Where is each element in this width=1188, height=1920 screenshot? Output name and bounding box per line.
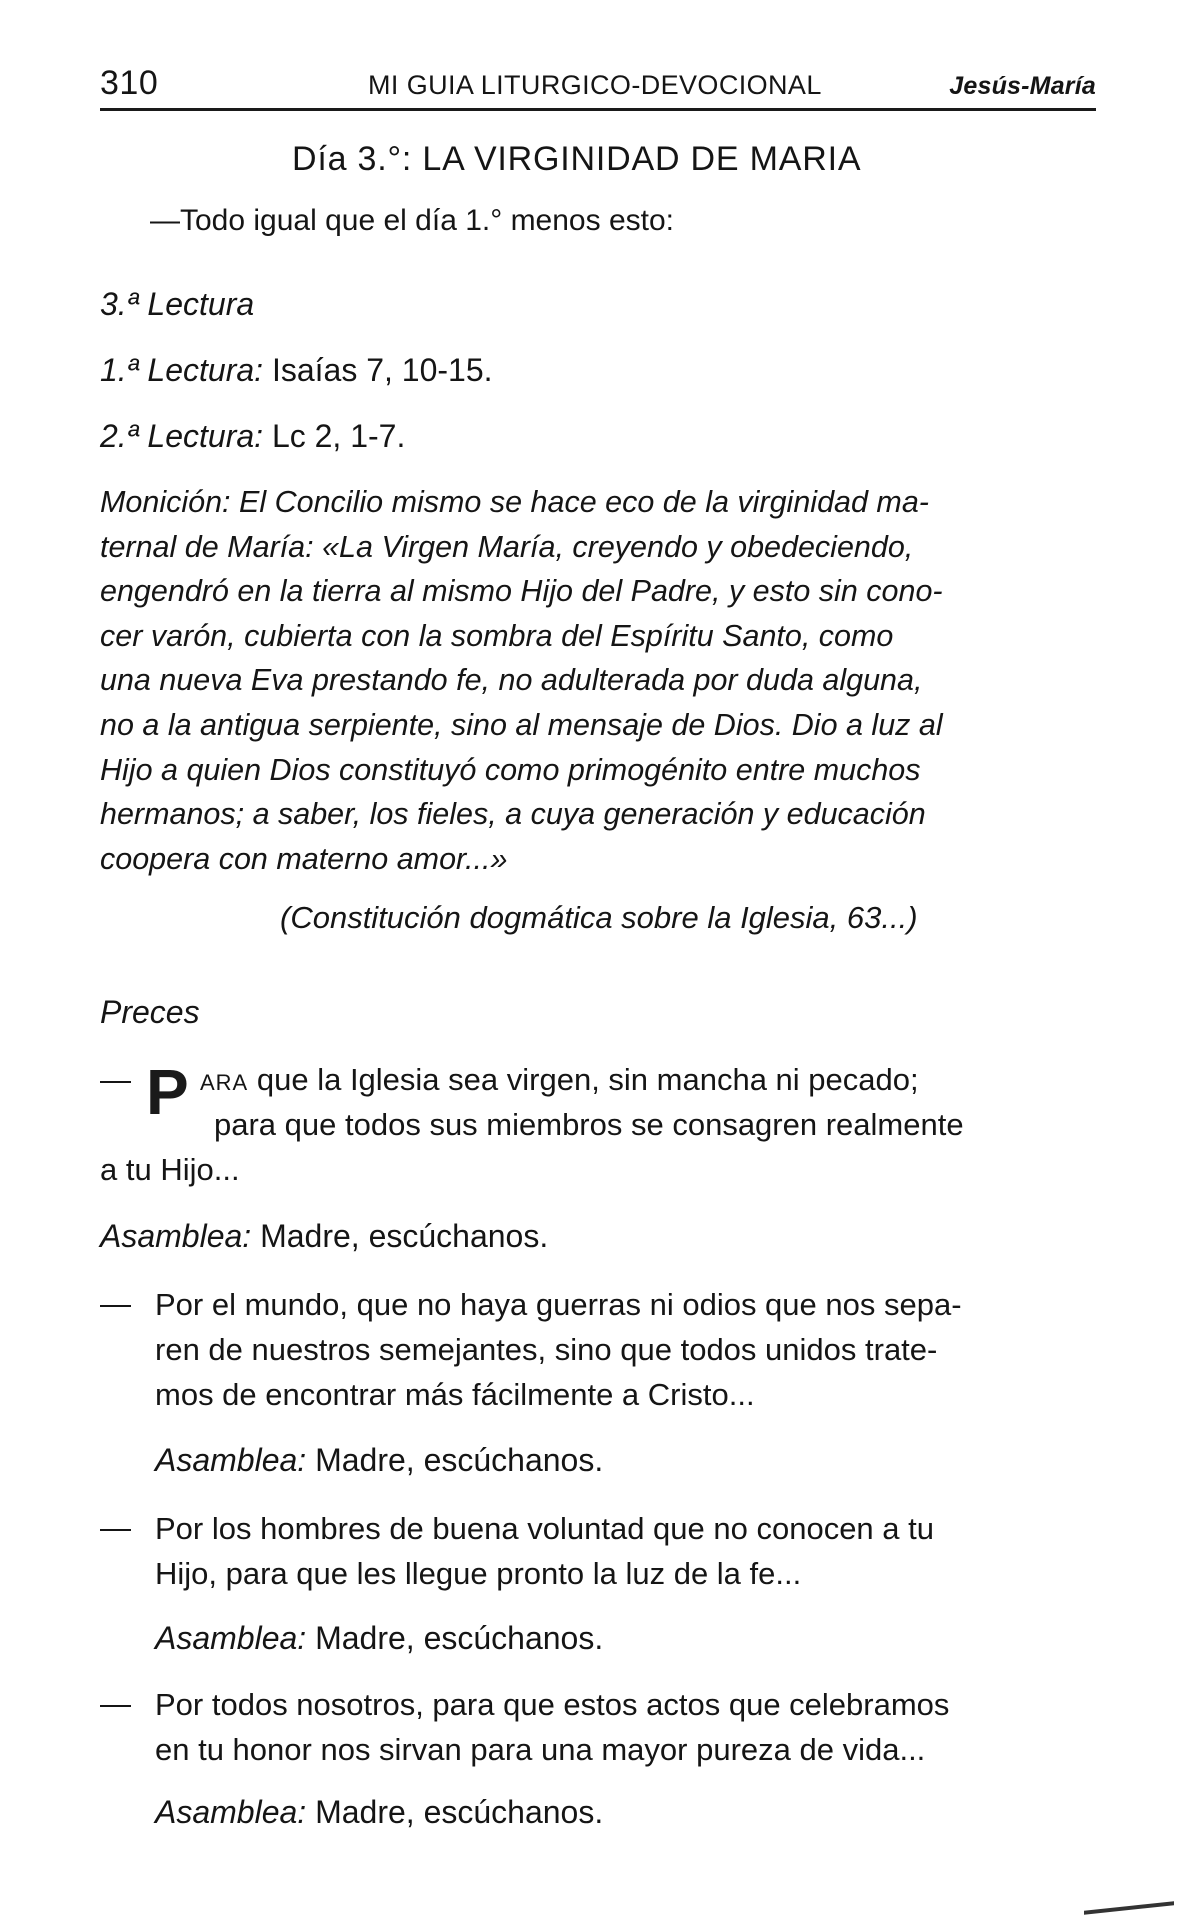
monicion-line: una nueva Eva prestando fe, no adulterada por duda alguna,	[100, 663, 923, 698]
response-label: Asamblea:	[155, 1794, 307, 1830]
reading-2	[100, 418, 405, 455]
page-header	[100, 62, 1096, 111]
book-page	[100, 0, 1096, 1920]
prayer-1-line-1	[200, 1062, 919, 1098]
reading-1-ref: Isaías 7, 10-15.	[263, 352, 493, 388]
reading-2-ref: Lc 2, 1-7.	[263, 418, 406, 454]
monicion-line: hermanos; a saber, los fieles, a cuya generación y educación	[100, 797, 926, 832]
monicion-line: coopera con materno amor...»	[100, 841, 508, 876]
prayer-1-line-2: para que todos sus miembros se consagren realmente	[214, 1107, 964, 1142]
petition-line: mos de encontrar más fácilmente a Cristo...	[155, 1377, 755, 1412]
intro-note: —Todo igual que el día 1.° menos esto:	[150, 204, 674, 237]
petition-line: Por todos nosotros, para que estos actos que celebramos	[155, 1687, 950, 1722]
lectura-heading: 3.ª Lectura	[100, 286, 255, 322]
response-label: Asamblea:	[155, 1442, 307, 1478]
petition-line: Por el mundo, que no haya guerras ni odios que nos sepa-	[155, 1287, 962, 1322]
prayer-1-smallcaps: ARA	[200, 1070, 249, 1095]
petition-line: ren de nuestros semejantes, sino que todos unidos trate-	[155, 1332, 938, 1367]
petition-3	[155, 1682, 1096, 1772]
response-text: Madre, escúchanos.	[306, 1794, 604, 1830]
monicion-line: Hijo a quien Dios constituyó como primogénito entre muchos	[100, 752, 921, 787]
monicion-line: no a la antigua serpiente, sino al mensaje de Dios. Dio a luz al	[100, 707, 943, 742]
day-title: Día 3.°: LA VIRGINIDAD DE MARIA	[292, 140, 862, 178]
petition-line: Hijo, para que les llegue pronto la luz de la fe...	[155, 1556, 802, 1591]
petition-2	[155, 1506, 1096, 1596]
prayer-1-dash: —	[100, 1062, 131, 1097]
prayer-1-line-1-rest: que la Iglesia sea virgen, sin mancha ni pecado;	[248, 1062, 919, 1097]
response-label: Asamblea:	[100, 1218, 252, 1254]
response	[155, 1794, 603, 1831]
prayer-1-line-3: a tu Hijo...	[100, 1152, 240, 1187]
response-text: Madre, escúchanos.	[306, 1620, 604, 1656]
reading-1	[100, 352, 493, 389]
petition-1-dash: —	[100, 1286, 131, 1321]
response	[155, 1442, 603, 1479]
petition-3-dash: —	[100, 1686, 131, 1721]
monicion-line: Monición: El Concilio mismo se hace eco de la virginidad ma-	[100, 485, 929, 519]
petition-line: en tu honor nos sirvan para una mayor pureza de vida...	[155, 1732, 926, 1767]
preces-heading: Preces	[100, 994, 200, 1030]
running-author: Jesús-María	[949, 72, 1096, 100]
citation: (Constitución dogmática sobre la Iglesia, 63...)	[280, 900, 918, 935]
monicion-paragraph	[100, 480, 1096, 881]
running-title: MI GUIA LITURGICO-DEVOCIONAL	[368, 70, 822, 100]
scan-edge-mark	[1084, 1887, 1174, 1914]
petition-1	[155, 1282, 1096, 1417]
drop-cap: P	[146, 1056, 189, 1128]
monicion-line: cer varón, cubierta con la sombra del Espíritu Santo, como	[100, 618, 894, 653]
response-text: Madre, escúchanos.	[306, 1442, 604, 1478]
monicion-line: engendró en la tierra al mismo Hijo del Padre, y esto sin cono-	[100, 574, 943, 609]
response	[100, 1218, 548, 1255]
petition-2-dash: —	[100, 1510, 131, 1545]
reading-1-label: 1.ª Lectura:	[100, 352, 264, 388]
response-label: Asamblea:	[155, 1620, 307, 1656]
response-text: Madre, escúchanos.	[251, 1218, 549, 1254]
reading-2-label: 2.ª Lectura:	[100, 418, 264, 454]
page-number: 310	[100, 64, 159, 102]
response	[155, 1620, 603, 1657]
petition-line: Por los hombres de buena voluntad que no conocen a tu	[155, 1511, 934, 1546]
monicion-line: ternal de María: «La Virgen María, creyendo y obedeciendo,	[100, 529, 914, 564]
